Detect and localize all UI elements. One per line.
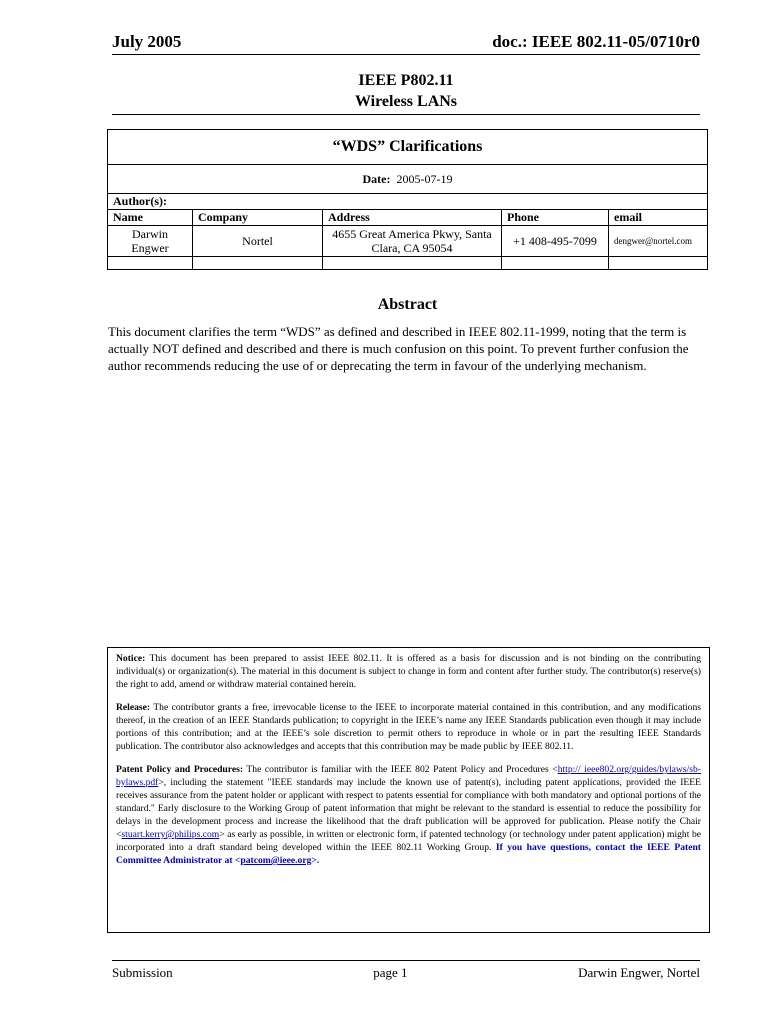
column-header-address: Address	[323, 210, 502, 226]
author-name: Darwin Engwer	[108, 226, 193, 257]
standard-subtitle: Wireless LANs	[354, 93, 458, 110]
page-footer	[112, 960, 700, 981]
abstract-heading: Abstract	[377, 296, 438, 313]
patcom-email-link[interactable]: patcom@ieee.org	[240, 855, 312, 866]
contact-text: If you have questions, contact the IEEE Patent Committee Administrator at <	[116, 842, 701, 866]
column-header-email: email	[609, 210, 708, 226]
standard-name: IEEE P802.11	[358, 72, 454, 89]
patent-text-2: >, including the statement "IEEE standards may include the known use of patent(s), including patent applications, provided the IEEE receives assurance from the patent holder or applicant with respect to patents essential for compliance with both mandatory and optional portions of the standard." Early disclosure to the Working Group of patent information that might be relevant to the standard is essential to reduce the possibility for delays in the development process and increase the likelihood that the draft publication will be approved for publication. Please notify the Chair <	[116, 777, 701, 840]
author-email: dengwer@nortel.com	[609, 226, 708, 257]
date-row	[108, 165, 708, 194]
chair-email-link[interactable]: stuart.kerry@philips.com	[121, 829, 220, 840]
table-row	[108, 226, 708, 257]
contact-end: >.	[311, 855, 320, 866]
author-phone: +1 408-495-7099	[502, 226, 609, 257]
title-block	[112, 70, 700, 115]
table-row-empty	[108, 257, 708, 270]
page-header	[112, 28, 700, 55]
patent-label: Patent Policy and Procedures:	[116, 764, 244, 775]
patent-text-3: > as early as possible, in written or electronic form, if patented technology (or technology under patent application) might be incorporated into a draft standard being developed within the IEEE 802.11 Working Group.	[116, 829, 701, 853]
authors-label: Author(s):	[108, 194, 708, 210]
notice-text: This document has been prepared to assist IEEE 802.11. It is offered as a basis for discussion and is not binding on the contributing individual(s) or organization(s). The material in this document is subject to change in form and content after further study. The contributor(s) reserve(s) the right to add, amend or withdraw material contained herein.	[116, 653, 702, 690]
footer-page-number: page 1	[373, 965, 408, 980]
date-label: Date:	[362, 171, 391, 186]
footer-author: Darwin Engwer, Nortel	[578, 965, 700, 980]
author-address: 4655 Great America Pkwy, Santa Clara, CA 95054	[323, 226, 502, 257]
release-text: The contributor grants a free, irrevocable license to the IEEE to incorporate material contained in this contribution, and any modifications thereof, in the creation of an IEEE Standards publication; to copyright in the IEEE’s name any IEEE Standards publication even though it may include portions of this contribution; and at the IEEE’s sole discretion to permit others to reproduce in whole or in part the resulting IEEE Standards publication. The contributor also acknowledges and accepts that this contribution may be made public by IEEE 802.11.	[116, 702, 701, 752]
date-value: 2005-07-19	[396, 171, 453, 186]
column-header-company: Company	[193, 210, 323, 226]
notice-label: Notice:	[116, 653, 146, 664]
column-header-phone: Phone	[502, 210, 609, 226]
notice-paragraph	[116, 652, 701, 691]
footer-submission: Submission	[112, 965, 173, 980]
release-label: Release:	[116, 702, 151, 713]
patent-text-1: The contributor is familiar with the IEEE 802 Patent Policy and Procedures <	[246, 764, 558, 775]
column-header-name: Name	[108, 210, 193, 226]
patent-policy-link[interactable]: http:// ieee802.org/guides/bylaws/sb-bylaws.pdf	[116, 764, 701, 788]
author-column-headers	[108, 210, 708, 226]
header-date: July 2005	[112, 32, 182, 51]
document-title: “WDS” Clarifications	[108, 130, 708, 165]
release-paragraph	[116, 701, 701, 753]
author-company: Nortel	[193, 226, 323, 257]
abstract-text: This document clarifies the term “WDS” as defined and described in IEEE 802.11-1999, noting that the term is actually NOT defined and described and there is much confusion on this point. To prevent further confusion the author recommends reducing the use of or deprecating the term in favour of the underlying mechanism.	[108, 324, 689, 373]
header-doc-id: doc.: IEEE 802.11-05/0710r0	[492, 32, 700, 51]
document-info-table	[107, 129, 708, 270]
notice-box	[107, 647, 710, 933]
patent-paragraph	[116, 763, 701, 867]
